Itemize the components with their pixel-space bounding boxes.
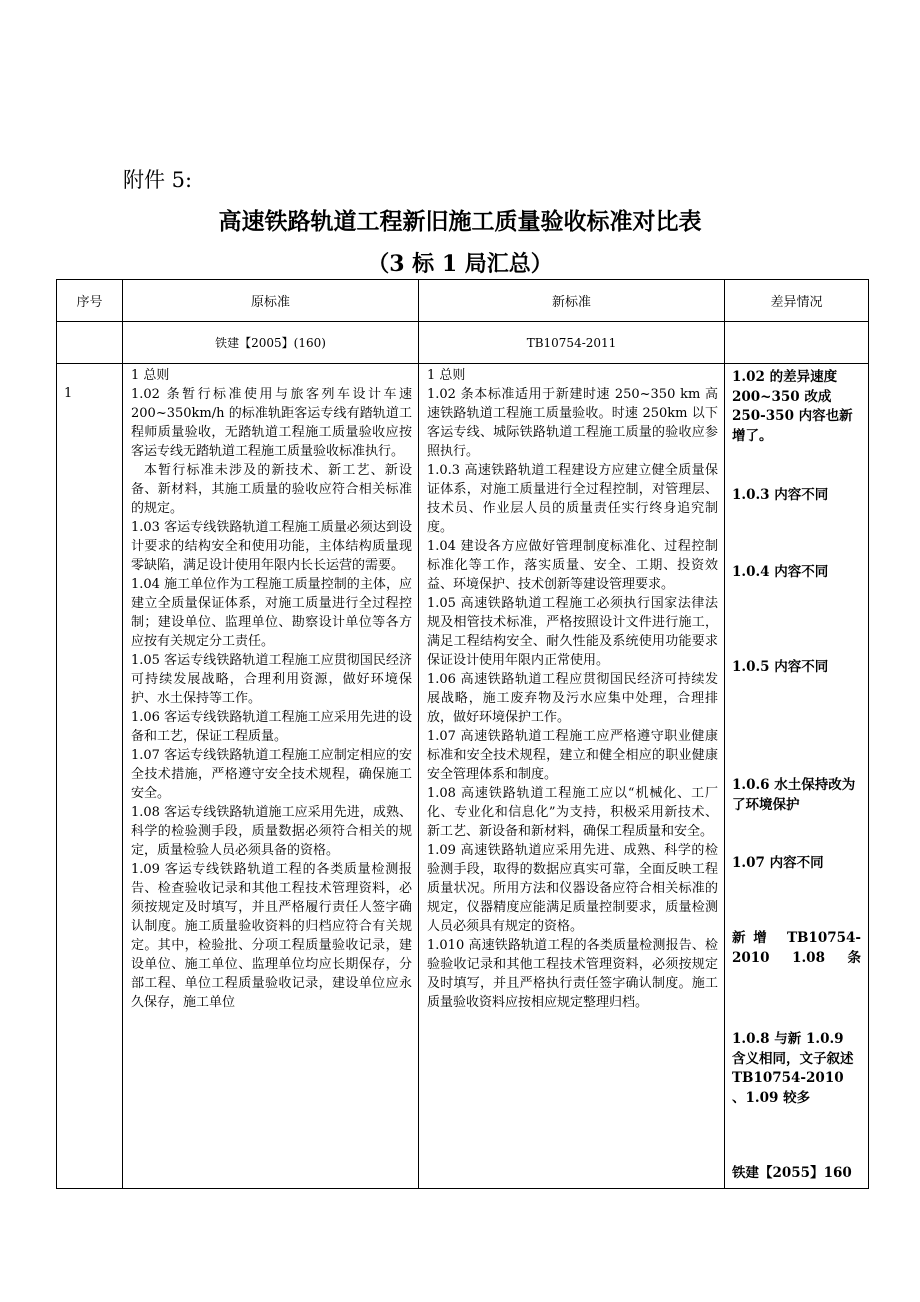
diff-note: 1.0.6 水土保持改为了环境保护 [732, 777, 856, 813]
paragraph: 1.06 高速铁路轨道工程应贯彻国民经济可持续发展战略，施工废弃物及污水应集中处理，合理排放，做好环境保护工作。 [427, 672, 718, 725]
paragraph: 1.05 高速铁路轨道工程施工必须执行国家法律法规及相管技术标准，严格按照设计文件进行施工，满足工程结构安全、耐久性能及系统使用功能要求保证设计使用年限内正常使用。 [427, 596, 718, 668]
new-text [419, 364, 724, 1188]
attachment-label: 附件 5: [123, 168, 193, 192]
diff-note: 新增 TB10754-2010 1.08 条 [732, 930, 861, 966]
paragraph: 1.04 建设各方应做好管理制度标准化、过程控制标准化等工作，落实质量、安全、工期、投资效益、环境保护、技术创新等建设管理要求。 [427, 539, 718, 592]
header-original: 原标准 [123, 280, 419, 322]
diff-note: 1.0.4 内容不同 [732, 564, 829, 580]
subheader-new: TB10754-2011 [419, 322, 725, 364]
header-diff: 差异情况 [725, 280, 869, 322]
paragraph: 1.03 客运专线铁路轨道工程施工质量必须达到设计要求的结构安全和使用功能，主体结构质量现零缺陷，满足设计使用年限内长长运营的需要。 [131, 520, 412, 573]
diff-note: 1.0.8 与新 1.0.9 含义相同，文子叙述 TB10754-2010 、1.09 较多 [732, 1031, 854, 1106]
paragraph: 1.02 条暂行标准使用与旅客列车设计车速 200~350km/h 的标准轨距客运专线有踏轨道工程师质量验收，无踏轨道工程施工质量验收应按客运专线无踏轨道工程施工质量验收标准执行。 [131, 387, 412, 459]
subheader-diff-empty [725, 322, 869, 364]
table-row [57, 364, 869, 1189]
paragraph: 1.09 客运专线铁路轨道工程的各类质量检测报告、检查验收记录和其他工程技术管理资料，必须按规定及时填写，并且严格履行责任人签字确认制度。施工质量验收资料的归档应符合有关规定。其中，检验批、分项工程质量验收记录，建设单位、施工单位、监理单位均应长期保存，分部工程、单位工程质量验收记录，建设单位应永久保存，施工单位 [131, 862, 412, 1010]
subheader-original: 铁建【2005】(160) [123, 322, 419, 364]
diff-note: 铁建【2055】160 [732, 1165, 852, 1181]
paragraph: 1.010 高速铁路轨道工程的各类质量检测报告、检验验收记录和其他工程技术管理资料，必须按规定及时填写，并且严格执行责任签字确认制度。施工质量验收资料应按相应规定整理归档。 [427, 938, 718, 1010]
paragraph: 1 总则 [131, 368, 170, 383]
diff-cell [725, 364, 869, 1189]
subheader-row [57, 322, 869, 364]
document-title: 高速铁路轨道工程新旧施工质量验收标准对比表 [218, 208, 702, 235]
diff-note: 1.02 的差异速度 200~350 改成 250-350 内容也新增了。 [732, 369, 853, 444]
paragraph: 1.09 高速铁路轨道应采用先进、成熟、科学的检验测手段，取得的数据应真实可靠，全面反映工程质量状况。所用方法和仪器设备应符合相关标准的规定，仪器精度应能满足质量控制要求，质量检测人员必须具有规定的资格。 [427, 843, 718, 934]
comparison-table [56, 279, 869, 1189]
subheader-seq-empty [57, 322, 123, 364]
paragraph: 本暂行标准未涉及的新技术、新工艺、新设备、新材料，其施工质量的验收应符合相关标准的规定。 [131, 463, 412, 516]
paragraph: 1.06 客运专线铁路轨道工程施工应采用先进的设备和工艺，保证工程质量。 [131, 710, 412, 744]
paragraph: 1 总则 [427, 368, 466, 383]
diff-notes [725, 364, 868, 1188]
paragraph: 1.05 客运专线铁路轨道工程施工应贯彻国民经济可持续发展战略，合理利用资源，做好环境保护、水土保持等工作。 [131, 653, 412, 706]
row-seq: 1 [57, 364, 123, 1189]
new-cell [419, 364, 725, 1189]
paragraph: 1.08 高速铁路轨道工程施工应以“机械化、工厂化、专业化和信息化”为支持，积极采用新技术、新工艺、新设备和新材料，确保工程质量和安全。 [427, 786, 718, 839]
document-subtitle: （3 标 1 局汇总） [367, 251, 553, 277]
diff-note: 1.0.3 内容不同 [732, 487, 829, 503]
paragraph: 1.04 施工单位作为工程施工质量控制的主体，应建立全质量保证体系，对施工质量进行全过程控制；建设单位、监理单位、勘察设计单位等各方应按有关规定分工责任。 [131, 577, 412, 649]
header-row [57, 280, 869, 322]
paragraph: 1.02 条本标准适用于新建时速 250~350 km 高速铁路轨道工程施工质量验收。时速 250km 以下客运专线、城际铁路轨道工程施工质量的验收应参照执行。 [427, 387, 718, 459]
paragraph: 1.0.3 高速铁路轨道工程建设方应建立健全质量保证体系，对施工质量进行全过程控制，对管理层、技术员、作业层人员的质量责任实行终身追究制度。 [427, 463, 718, 535]
paragraph: 1.08 客运专线铁路轨道施工应采用先进，成熟、科学的检验测手段，质量数据必须符合相关的规定，质量检验人员必须具备的资格。 [131, 805, 412, 858]
original-cell [123, 364, 419, 1189]
original-text [123, 364, 418, 1188]
diff-note: 1.07 内容不同 [732, 855, 824, 871]
paragraph: 1.07 高速铁路轨道工程施工应严格遵守职业健康标准和安全技术规程，建立和健全相应的职业健康安全管理体系和制度。 [427, 729, 718, 782]
diff-note: 1.0.5 内容不同 [732, 659, 829, 675]
header-seq: 序号 [57, 280, 123, 322]
header-new: 新标准 [419, 280, 725, 322]
paragraph: 1.07 客运专线铁路轨道工程施工应制定相应的安全技术措施，严格遵守安全技术规程，确保施工安全。 [131, 748, 412, 801]
